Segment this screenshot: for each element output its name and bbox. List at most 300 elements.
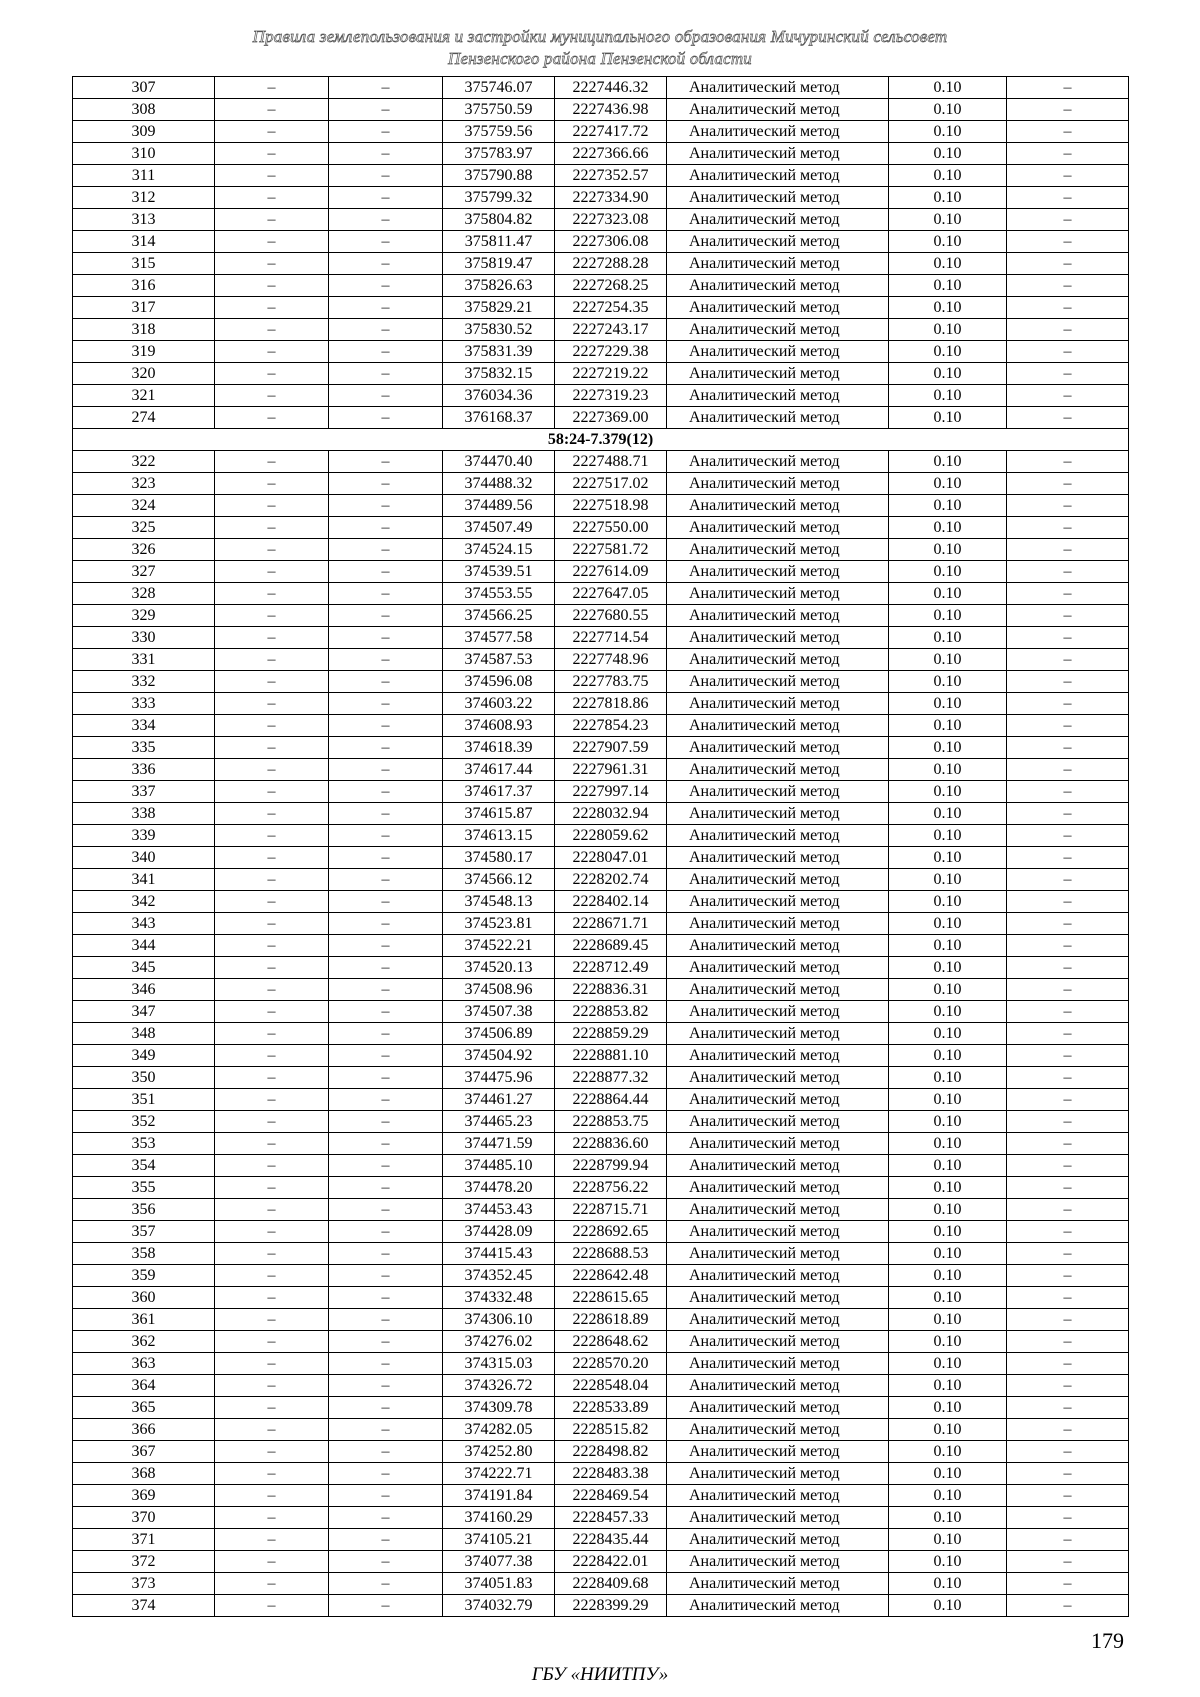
empty-value-cell: – xyxy=(1007,759,1129,781)
empty-value-cell: – xyxy=(329,77,443,99)
empty-value-cell: – xyxy=(329,341,443,363)
method-cell: Аналитический метод xyxy=(667,737,889,759)
method-cell: Аналитический метод xyxy=(667,1551,889,1573)
table-row xyxy=(73,979,1129,1001)
point-number-cell: 366 xyxy=(73,1419,215,1441)
empty-value-cell: – xyxy=(329,715,443,737)
y-coordinate-cell: 2228836.31 xyxy=(555,979,667,1001)
accuracy-cell: 0.10 xyxy=(889,1067,1007,1089)
y-coordinate-cell: 2227243.17 xyxy=(555,319,667,341)
x-coordinate-cell: 375799.32 xyxy=(443,187,555,209)
point-number-cell: 318 xyxy=(73,319,215,341)
empty-value-cell: – xyxy=(215,407,329,429)
empty-value-cell: – xyxy=(329,1045,443,1067)
method-cell: Аналитический метод xyxy=(667,1221,889,1243)
point-number-cell: 274 xyxy=(73,407,215,429)
y-coordinate-cell: 2228533.89 xyxy=(555,1397,667,1419)
empty-value-cell: – xyxy=(329,583,443,605)
point-number-cell: 371 xyxy=(73,1529,215,1551)
accuracy-cell: 0.10 xyxy=(889,319,1007,341)
empty-value-cell: – xyxy=(329,1419,443,1441)
y-coordinate-cell: 2227550.00 xyxy=(555,517,667,539)
accuracy-cell: 0.10 xyxy=(889,891,1007,913)
method-cell: Аналитический метод xyxy=(667,979,889,1001)
accuracy-cell: 0.10 xyxy=(889,979,1007,1001)
table-row xyxy=(73,319,1129,341)
y-coordinate-cell: 2227518.98 xyxy=(555,495,667,517)
point-number-cell: 331 xyxy=(73,649,215,671)
empty-value-cell: – xyxy=(215,143,329,165)
empty-value-cell: – xyxy=(329,759,443,781)
y-coordinate-cell: 2227219.22 xyxy=(555,363,667,385)
method-cell: Аналитический метод xyxy=(667,1419,889,1441)
table-row xyxy=(73,1111,1129,1133)
x-coordinate-cell: 374051.83 xyxy=(443,1573,555,1595)
empty-value-cell: – xyxy=(329,1331,443,1353)
page-number: 179 xyxy=(1091,1628,1124,1653)
empty-value-cell: – xyxy=(215,231,329,253)
point-number-cell: 334 xyxy=(73,715,215,737)
x-coordinate-cell: 374504.92 xyxy=(443,1045,555,1067)
x-coordinate-cell: 374475.96 xyxy=(443,1067,555,1089)
empty-value-cell: – xyxy=(1007,1067,1129,1089)
x-coordinate-cell: 374615.87 xyxy=(443,803,555,825)
point-number-cell: 324 xyxy=(73,495,215,517)
y-coordinate-cell: 2228692.65 xyxy=(555,1221,667,1243)
table-row xyxy=(73,1485,1129,1507)
table-row xyxy=(73,121,1129,143)
empty-value-cell: – xyxy=(215,1529,329,1551)
empty-value-cell: – xyxy=(215,627,329,649)
method-cell: Аналитический метод xyxy=(667,825,889,847)
point-number-cell: 359 xyxy=(73,1265,215,1287)
method-cell: Аналитический метод xyxy=(667,231,889,253)
empty-value-cell: – xyxy=(215,913,329,935)
empty-value-cell: – xyxy=(215,1023,329,1045)
y-coordinate-cell: 2228402.14 xyxy=(555,891,667,913)
accuracy-cell: 0.10 xyxy=(889,1089,1007,1111)
empty-value-cell: – xyxy=(1007,1045,1129,1067)
x-coordinate-cell: 374191.84 xyxy=(443,1485,555,1507)
empty-value-cell: – xyxy=(1007,1111,1129,1133)
x-coordinate-cell: 374539.51 xyxy=(443,561,555,583)
method-cell: Аналитический метод xyxy=(667,517,889,539)
accuracy-cell: 0.10 xyxy=(889,231,1007,253)
empty-value-cell: – xyxy=(215,561,329,583)
point-number-cell: 360 xyxy=(73,1287,215,1309)
x-coordinate-cell: 374566.12 xyxy=(443,869,555,891)
accuracy-cell: 0.10 xyxy=(889,451,1007,473)
y-coordinate-cell: 2228457.33 xyxy=(555,1507,667,1529)
x-coordinate-cell: 374252.80 xyxy=(443,1441,555,1463)
point-number-cell: 372 xyxy=(73,1551,215,1573)
empty-value-cell: – xyxy=(215,957,329,979)
table-row xyxy=(73,605,1129,627)
empty-value-cell: – xyxy=(1007,407,1129,429)
empty-value-cell: – xyxy=(1007,803,1129,825)
y-coordinate-cell: 2227488.71 xyxy=(555,451,667,473)
point-number-cell: 312 xyxy=(73,187,215,209)
table-row xyxy=(73,1199,1129,1221)
x-coordinate-cell: 374488.32 xyxy=(443,473,555,495)
x-coordinate-cell: 374617.37 xyxy=(443,781,555,803)
x-coordinate-cell: 374566.25 xyxy=(443,605,555,627)
x-coordinate-cell: 374105.21 xyxy=(443,1529,555,1551)
x-coordinate-cell: 374506.89 xyxy=(443,1023,555,1045)
x-coordinate-cell: 375746.07 xyxy=(443,77,555,99)
method-cell: Аналитический метод xyxy=(667,1177,889,1199)
table-body xyxy=(73,77,1129,1617)
empty-value-cell: – xyxy=(215,363,329,385)
table-row xyxy=(73,803,1129,825)
accuracy-cell: 0.10 xyxy=(889,275,1007,297)
accuracy-cell: 0.10 xyxy=(889,1485,1007,1507)
y-coordinate-cell: 2228836.60 xyxy=(555,1133,667,1155)
method-cell: Аналитический метод xyxy=(667,1023,889,1045)
empty-value-cell: – xyxy=(215,1353,329,1375)
table-row xyxy=(73,231,1129,253)
empty-value-cell: – xyxy=(1007,957,1129,979)
table-row xyxy=(73,1529,1129,1551)
method-cell: Аналитический метод xyxy=(667,275,889,297)
y-coordinate-cell: 2227288.28 xyxy=(555,253,667,275)
point-number-cell: 319 xyxy=(73,341,215,363)
empty-value-cell: – xyxy=(329,517,443,539)
empty-value-cell: – xyxy=(215,1573,329,1595)
method-cell: Аналитический метод xyxy=(667,869,889,891)
empty-value-cell: – xyxy=(1007,517,1129,539)
empty-value-cell: – xyxy=(215,1375,329,1397)
method-cell: Аналитический метод xyxy=(667,539,889,561)
empty-value-cell: – xyxy=(1007,1529,1129,1551)
point-number-cell: 345 xyxy=(73,957,215,979)
table-row xyxy=(73,1507,1129,1529)
y-coordinate-cell: 2227229.38 xyxy=(555,341,667,363)
x-coordinate-cell: 374471.59 xyxy=(443,1133,555,1155)
x-coordinate-cell: 375819.47 xyxy=(443,253,555,275)
method-cell: Аналитический метод xyxy=(667,1089,889,1111)
table-row xyxy=(73,495,1129,517)
empty-value-cell: – xyxy=(215,715,329,737)
empty-value-cell: – xyxy=(1007,1375,1129,1397)
empty-value-cell: – xyxy=(1007,297,1129,319)
accuracy-cell: 0.10 xyxy=(889,539,1007,561)
table-row xyxy=(73,1045,1129,1067)
method-cell: Аналитический метод xyxy=(667,693,889,715)
table-row xyxy=(73,341,1129,363)
empty-value-cell: – xyxy=(329,165,443,187)
empty-value-cell: – xyxy=(215,451,329,473)
table-row xyxy=(73,649,1129,671)
table-row xyxy=(73,99,1129,121)
empty-value-cell: – xyxy=(329,1529,443,1551)
table-row xyxy=(73,1463,1129,1485)
x-coordinate-cell: 374326.72 xyxy=(443,1375,555,1397)
x-coordinate-cell: 374587.53 xyxy=(443,649,555,671)
empty-value-cell: – xyxy=(215,869,329,891)
method-cell: Аналитический метод xyxy=(667,1485,889,1507)
accuracy-cell: 0.10 xyxy=(889,935,1007,957)
empty-value-cell: – xyxy=(329,1375,443,1397)
empty-value-cell: – xyxy=(1007,1463,1129,1485)
method-cell: Аналитический метод xyxy=(667,1155,889,1177)
empty-value-cell: – xyxy=(329,1221,443,1243)
empty-value-cell: – xyxy=(329,913,443,935)
point-number-cell: 320 xyxy=(73,363,215,385)
table-row xyxy=(73,253,1129,275)
empty-value-cell: – xyxy=(1007,891,1129,913)
x-coordinate-cell: 374415.43 xyxy=(443,1243,555,1265)
table-row xyxy=(73,1221,1129,1243)
method-cell: Аналитический метод xyxy=(667,957,889,979)
accuracy-cell: 0.10 xyxy=(889,121,1007,143)
empty-value-cell: – xyxy=(329,1441,443,1463)
y-coordinate-cell: 2228853.82 xyxy=(555,1001,667,1023)
accuracy-cell: 0.10 xyxy=(889,1177,1007,1199)
empty-value-cell: – xyxy=(329,539,443,561)
empty-value-cell: – xyxy=(1007,231,1129,253)
empty-value-cell: – xyxy=(1007,781,1129,803)
point-number-cell: 314 xyxy=(73,231,215,253)
empty-value-cell: – xyxy=(1007,913,1129,935)
empty-value-cell: – xyxy=(329,693,443,715)
method-cell: Аналитический метод xyxy=(667,451,889,473)
table-row xyxy=(73,1573,1129,1595)
point-number-cell: 325 xyxy=(73,517,215,539)
method-cell: Аналитический метод xyxy=(667,715,889,737)
x-coordinate-cell: 374523.81 xyxy=(443,913,555,935)
empty-value-cell: – xyxy=(1007,385,1129,407)
x-coordinate-cell: 374332.48 xyxy=(443,1287,555,1309)
x-coordinate-cell: 374603.22 xyxy=(443,693,555,715)
x-coordinate-cell: 374507.38 xyxy=(443,1001,555,1023)
empty-value-cell: – xyxy=(215,1111,329,1133)
empty-value-cell: – xyxy=(329,1199,443,1221)
y-coordinate-cell: 2227748.96 xyxy=(555,649,667,671)
accuracy-cell: 0.10 xyxy=(889,407,1007,429)
empty-value-cell: – xyxy=(215,1265,329,1287)
accuracy-cell: 0.10 xyxy=(889,1287,1007,1309)
point-number-cell: 373 xyxy=(73,1573,215,1595)
empty-value-cell: – xyxy=(215,847,329,869)
x-coordinate-cell: 374453.43 xyxy=(443,1199,555,1221)
accuracy-cell: 0.10 xyxy=(889,1529,1007,1551)
point-number-cell: 348 xyxy=(73,1023,215,1045)
empty-value-cell: – xyxy=(329,803,443,825)
x-coordinate-cell: 375750.59 xyxy=(443,99,555,121)
x-coordinate-cell: 374507.49 xyxy=(443,517,555,539)
accuracy-cell: 0.10 xyxy=(889,1243,1007,1265)
empty-value-cell: – xyxy=(1007,187,1129,209)
point-number-cell: 356 xyxy=(73,1199,215,1221)
y-coordinate-cell: 2227783.75 xyxy=(555,671,667,693)
y-coordinate-cell: 2227417.72 xyxy=(555,121,667,143)
table-row xyxy=(73,957,1129,979)
y-coordinate-cell: 2228059.62 xyxy=(555,825,667,847)
y-coordinate-cell: 2228688.53 xyxy=(555,1243,667,1265)
method-cell: Аналитический метод xyxy=(667,1331,889,1353)
y-coordinate-cell: 2228570.20 xyxy=(555,1353,667,1375)
empty-value-cell: – xyxy=(215,1177,329,1199)
y-coordinate-cell: 2228399.29 xyxy=(555,1595,667,1617)
table-row xyxy=(73,913,1129,935)
empty-value-cell: – xyxy=(1007,737,1129,759)
y-coordinate-cell: 2227319.23 xyxy=(555,385,667,407)
empty-value-cell: – xyxy=(1007,473,1129,495)
empty-value-cell: – xyxy=(1007,341,1129,363)
y-coordinate-cell: 2228435.44 xyxy=(555,1529,667,1551)
y-coordinate-cell: 2227446.32 xyxy=(555,77,667,99)
method-cell: Аналитический метод xyxy=(667,1133,889,1155)
y-coordinate-cell: 2227306.08 xyxy=(555,231,667,253)
empty-value-cell: – xyxy=(329,781,443,803)
accuracy-cell: 0.10 xyxy=(889,473,1007,495)
empty-value-cell: – xyxy=(329,649,443,671)
point-number-cell: 339 xyxy=(73,825,215,847)
empty-value-cell: – xyxy=(329,319,443,341)
method-cell: Аналитический метод xyxy=(667,1265,889,1287)
point-number-cell: 367 xyxy=(73,1441,215,1463)
empty-value-cell: – xyxy=(329,385,443,407)
method-cell: Аналитический метод xyxy=(667,341,889,363)
empty-value-cell: – xyxy=(329,1507,443,1529)
point-number-cell: 317 xyxy=(73,297,215,319)
table-row xyxy=(73,1155,1129,1177)
point-number-cell: 347 xyxy=(73,1001,215,1023)
empty-value-cell: – xyxy=(329,451,443,473)
table-row xyxy=(73,209,1129,231)
table-row xyxy=(73,1243,1129,1265)
method-cell: Аналитический метод xyxy=(667,143,889,165)
y-coordinate-cell: 2228422.01 xyxy=(555,1551,667,1573)
empty-value-cell: – xyxy=(215,1287,329,1309)
empty-value-cell: – xyxy=(215,1463,329,1485)
empty-value-cell: – xyxy=(329,979,443,1001)
table-row xyxy=(73,1441,1129,1463)
empty-value-cell: – xyxy=(215,1045,329,1067)
method-cell: Аналитический метод xyxy=(667,473,889,495)
table-row xyxy=(73,1419,1129,1441)
empty-value-cell: – xyxy=(329,99,443,121)
y-coordinate-cell: 2227352.57 xyxy=(555,165,667,187)
empty-value-cell: – xyxy=(1007,935,1129,957)
table-row xyxy=(73,1287,1129,1309)
accuracy-cell: 0.10 xyxy=(889,341,1007,363)
empty-value-cell: – xyxy=(329,1111,443,1133)
empty-value-cell: – xyxy=(215,341,329,363)
x-coordinate-cell: 374465.23 xyxy=(443,1111,555,1133)
accuracy-cell: 0.10 xyxy=(889,1441,1007,1463)
point-number-cell: 346 xyxy=(73,979,215,1001)
x-coordinate-cell: 375830.52 xyxy=(443,319,555,341)
method-cell: Аналитический метод xyxy=(667,561,889,583)
point-number-cell: 364 xyxy=(73,1375,215,1397)
y-coordinate-cell: 2227714.54 xyxy=(555,627,667,649)
table-row xyxy=(73,77,1129,99)
table-row xyxy=(73,1551,1129,1573)
empty-value-cell: – xyxy=(1007,1419,1129,1441)
x-coordinate-cell: 375790.88 xyxy=(443,165,555,187)
table-row xyxy=(73,1375,1129,1397)
x-coordinate-cell: 374608.93 xyxy=(443,715,555,737)
y-coordinate-cell: 2228799.94 xyxy=(555,1155,667,1177)
empty-value-cell: – xyxy=(329,1397,443,1419)
method-cell: Аналитический метод xyxy=(667,297,889,319)
empty-value-cell: – xyxy=(329,209,443,231)
table-row xyxy=(73,891,1129,913)
empty-value-cell: – xyxy=(329,473,443,495)
empty-value-cell: – xyxy=(329,957,443,979)
accuracy-cell: 0.10 xyxy=(889,627,1007,649)
accuracy-cell: 0.10 xyxy=(889,1419,1007,1441)
point-number-cell: 315 xyxy=(73,253,215,275)
accuracy-cell: 0.10 xyxy=(889,693,1007,715)
empty-value-cell: – xyxy=(1007,1551,1129,1573)
empty-value-cell: – xyxy=(1007,1507,1129,1529)
empty-value-cell: – xyxy=(215,759,329,781)
empty-value-cell: – xyxy=(215,275,329,297)
method-cell: Аналитический метод xyxy=(667,407,889,429)
accuracy-cell: 0.10 xyxy=(889,1221,1007,1243)
table-row xyxy=(73,1177,1129,1199)
empty-value-cell: – xyxy=(329,605,443,627)
page-header xyxy=(60,26,1140,70)
point-number-cell: 370 xyxy=(73,1507,215,1529)
x-coordinate-cell: 374580.17 xyxy=(443,847,555,869)
accuracy-cell: 0.10 xyxy=(889,781,1007,803)
empty-value-cell: – xyxy=(329,1287,443,1309)
accuracy-cell: 0.10 xyxy=(889,737,1007,759)
accuracy-cell: 0.10 xyxy=(889,385,1007,407)
empty-value-cell: – xyxy=(1007,1177,1129,1199)
table-row xyxy=(73,847,1129,869)
accuracy-cell: 0.10 xyxy=(889,143,1007,165)
accuracy-cell: 0.10 xyxy=(889,1265,1007,1287)
accuracy-cell: 0.10 xyxy=(889,649,1007,671)
empty-value-cell: – xyxy=(1007,319,1129,341)
empty-value-cell: – xyxy=(215,99,329,121)
empty-value-cell: – xyxy=(1007,1353,1129,1375)
point-number-cell: 358 xyxy=(73,1243,215,1265)
empty-value-cell: – xyxy=(1007,539,1129,561)
table-row xyxy=(73,473,1129,495)
table-row xyxy=(73,1023,1129,1045)
table-row xyxy=(73,759,1129,781)
y-coordinate-cell: 2227907.59 xyxy=(555,737,667,759)
y-coordinate-cell: 2227997.14 xyxy=(555,781,667,803)
point-number-cell: 332 xyxy=(73,671,215,693)
empty-value-cell: – xyxy=(215,1067,329,1089)
empty-value-cell: – xyxy=(215,209,329,231)
empty-value-cell: – xyxy=(215,473,329,495)
method-cell: Аналитический метод xyxy=(667,1001,889,1023)
point-number-cell: 349 xyxy=(73,1045,215,1067)
method-cell: Аналитический метод xyxy=(667,781,889,803)
y-coordinate-cell: 2227614.09 xyxy=(555,561,667,583)
y-coordinate-cell: 2228618.89 xyxy=(555,1309,667,1331)
accuracy-cell: 0.10 xyxy=(889,1353,1007,1375)
accuracy-cell: 0.10 xyxy=(889,561,1007,583)
empty-value-cell: – xyxy=(215,1221,329,1243)
y-coordinate-cell: 2227366.66 xyxy=(555,143,667,165)
x-coordinate-cell: 376168.37 xyxy=(443,407,555,429)
point-number-cell: 368 xyxy=(73,1463,215,1485)
table-row xyxy=(73,297,1129,319)
table-row xyxy=(73,363,1129,385)
empty-value-cell: – xyxy=(329,1023,443,1045)
y-coordinate-cell: 2227647.05 xyxy=(555,583,667,605)
empty-value-cell: – xyxy=(215,891,329,913)
